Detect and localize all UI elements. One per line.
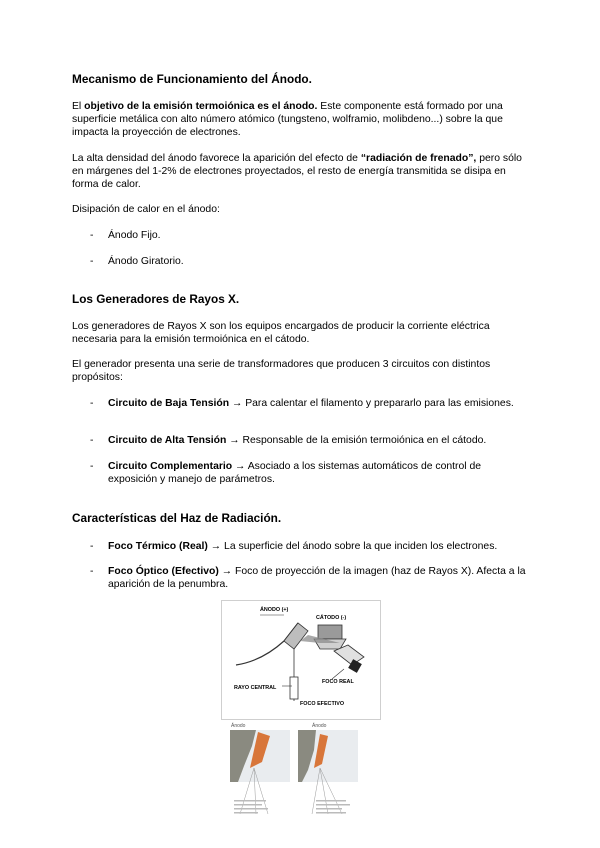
bullet-dash: - bbox=[90, 398, 94, 409]
list-item-text: Ánodo Fijo. bbox=[108, 230, 161, 241]
anode-right-svg bbox=[298, 720, 360, 828]
circuit-name: Circuito de Baja Tensión bbox=[108, 398, 230, 409]
label-anodo-left: Ánodo bbox=[231, 723, 246, 729]
anode-angle-figure-left bbox=[230, 720, 292, 828]
list-item-text bbox=[108, 460, 528, 486]
bullet-dash: - bbox=[90, 435, 94, 446]
circuit-desc: → Para calentar el filamento y prepararlo para las emisiones. bbox=[229, 398, 514, 409]
circuit-desc: → Asociado a los sistemas automáticos de control de exposición y manejo de parámetros. bbox=[108, 461, 482, 485]
xray-tube-svg bbox=[222, 601, 380, 719]
circuit-name: Circuito de Alta Tensión bbox=[108, 435, 227, 446]
paragraph-generadores: Los generadores de Rayos X son los equipos encargados de producir la corriente eléctrica necesaria para la emisión termoiónica en el cátodo. bbox=[72, 321, 490, 345]
item-desc: → Foco de proyección de la imagen (haz de Rayos X). Afecta a la aparición de la penumbra. bbox=[108, 566, 526, 590]
paragraph-objetivo bbox=[72, 100, 532, 139]
bullet-dash: - bbox=[90, 461, 94, 472]
foco-real-leader bbox=[332, 669, 344, 679]
list-item-text: Ánodo Giratorio. bbox=[108, 256, 184, 267]
anode-target bbox=[284, 623, 308, 649]
circuit-name: Circuito Complementario bbox=[108, 461, 233, 472]
bullet-dash: - bbox=[90, 566, 94, 577]
label-anodo: ÁNODO (+) bbox=[260, 607, 289, 613]
section-title-generadores: Los Generadores de Rayos X. bbox=[72, 292, 240, 306]
bullet-dash: - bbox=[90, 256, 94, 267]
item-name: Foco Óptico (Efectivo) bbox=[108, 566, 219, 577]
item-desc: → La superficie del ánodo sobre la que inciden los electrones. bbox=[207, 541, 498, 552]
text-rest: pero sólo en márgenes del 1-2% de electrones proyectados, el resto de energía transmitida se disipa en forma de calor. bbox=[72, 153, 522, 190]
label-anodo-right: Ánodo bbox=[312, 723, 327, 729]
bullet-dash: - bbox=[90, 541, 94, 552]
text-bold: “radiación de frenado”, bbox=[360, 153, 477, 164]
label-foco-real: FOCO REAL bbox=[322, 679, 354, 685]
effective-focus-bar bbox=[290, 677, 298, 699]
item-name: Foco Térmico (Real) bbox=[108, 541, 208, 552]
bullet-dash: - bbox=[90, 230, 94, 241]
scribbled-caption bbox=[234, 800, 268, 814]
text-bold: objetivo de la emisión termoiónica es el ánodo. bbox=[84, 101, 318, 112]
section-title-haz: Características del Haz de Radiación. bbox=[72, 511, 282, 525]
list-item-text bbox=[108, 434, 528, 447]
cathode-body bbox=[318, 625, 342, 639]
label-foco-efectivo: FOCO EFECTIVO bbox=[300, 701, 345, 707]
text-prefix: El bbox=[72, 101, 85, 112]
xray-tube-diagram bbox=[221, 600, 381, 720]
list-item-text bbox=[108, 540, 528, 553]
list-item-text bbox=[108, 565, 528, 591]
paragraph-densidad bbox=[72, 152, 532, 191]
anode-angle-figure-right bbox=[298, 720, 360, 828]
circuit-desc: → Responsable de la emisión termoiónica en el cátodo. bbox=[226, 435, 487, 446]
paragraph-transformadores: El generador presenta una serie de transformadores que producen 3 circuitos con distintos propósitos: bbox=[72, 359, 491, 383]
label-catodo: CÁTODO (-) bbox=[316, 615, 347, 621]
paragraph-disipacion: Disipación de calor en el ánodo: bbox=[72, 204, 220, 215]
section-title-anodo: Mecanismo de Funcionamiento del Ánodo. bbox=[72, 72, 312, 86]
text-prefix: La alta densidad del ánodo favorece la aparición del efecto de bbox=[72, 153, 361, 164]
scribbled-caption bbox=[316, 800, 350, 814]
anode-left-svg bbox=[230, 720, 292, 828]
text-rest: Este componente está formado por una superficie metálica con alto número atómico (tungsteno, wolframio, molibdeno...) sobre la que impacta la proyección de electrones. bbox=[72, 101, 503, 138]
label-rayo-central: RAYO CENTRAL bbox=[234, 685, 277, 691]
list-item-text bbox=[108, 397, 528, 410]
